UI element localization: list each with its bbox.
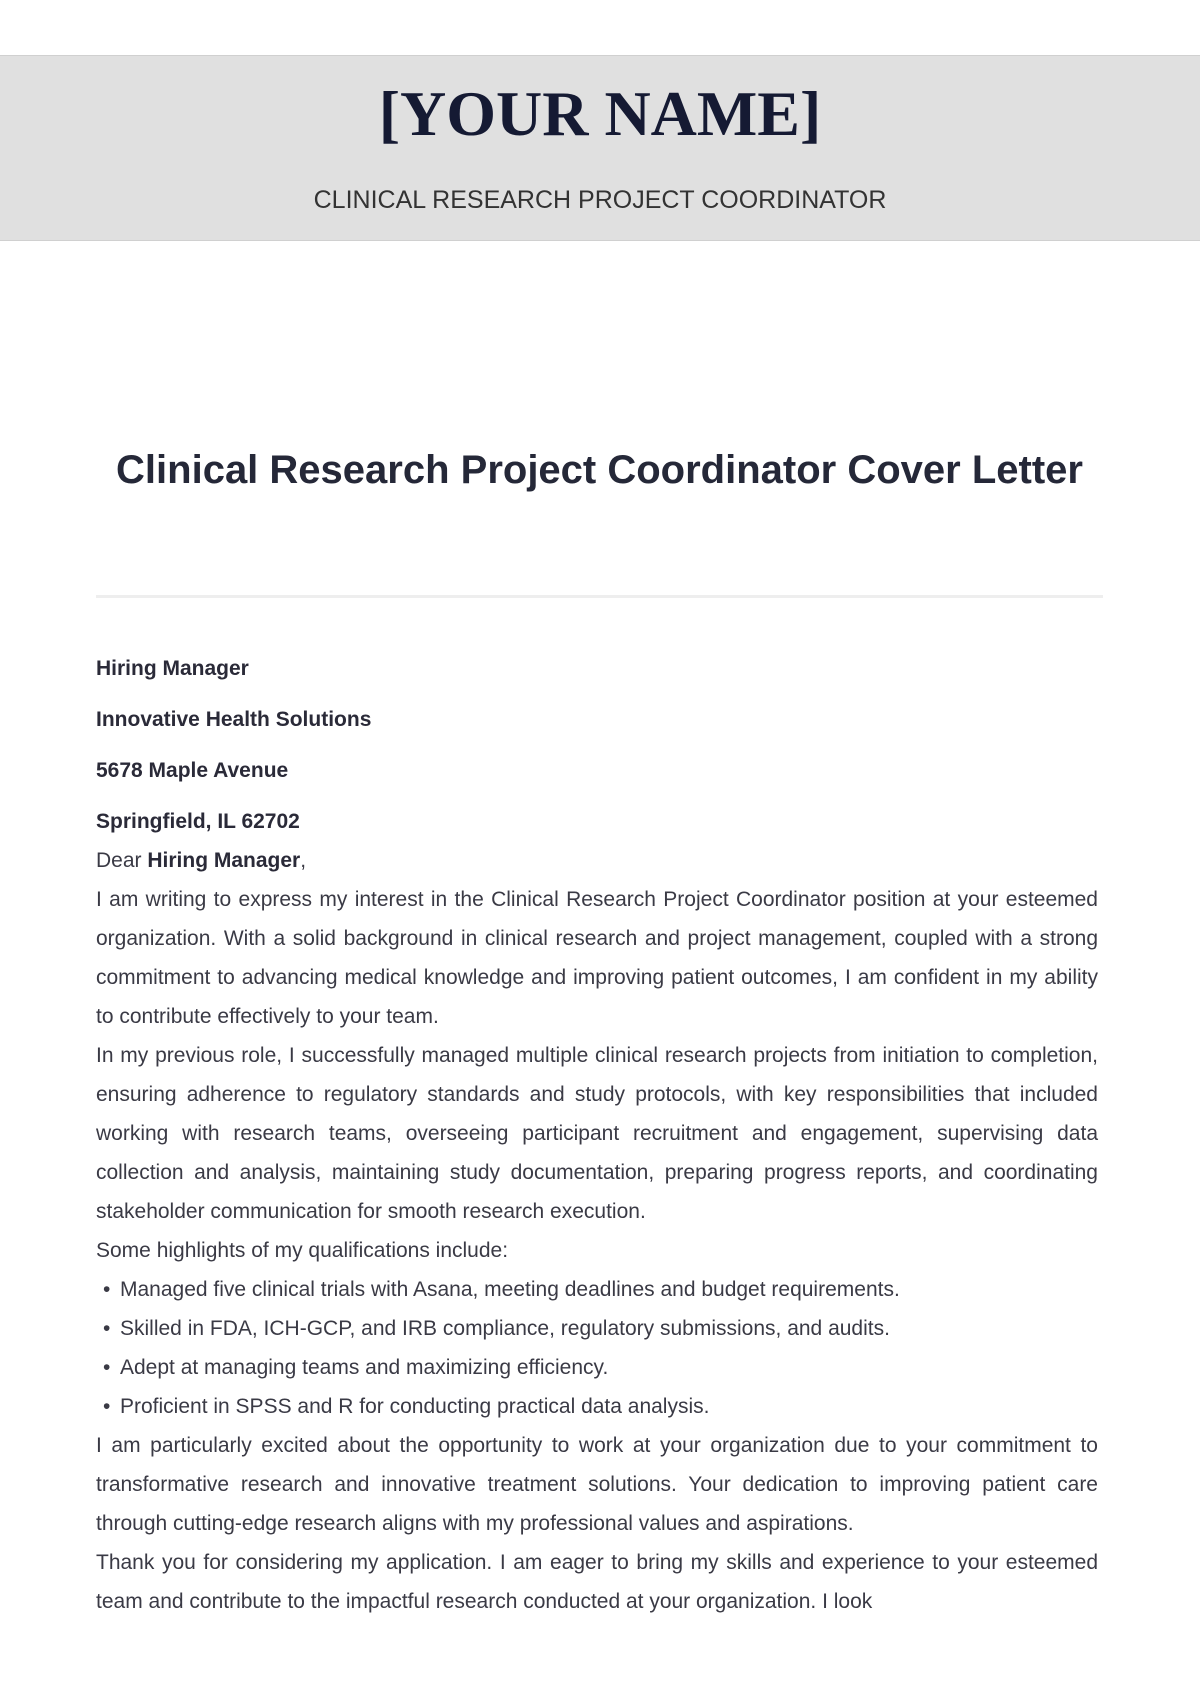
greeting-name: Hiring Manager	[147, 849, 301, 872]
highlight-item	[96, 1348, 1098, 1387]
highlight-item	[96, 1270, 1098, 1309]
recipient-name: Hiring Manager	[96, 657, 249, 680]
paragraph-experience: In my previous role, I successfully managed multiple clinical research projects from initiation to completion, ensuring adherence to regulatory standards and study protocols, with key responsibilities that included working with research teams, overseeing participant recruitment and engagement, supervising data collection and analysis, maintaining study documentation, preparing progress reports, and coordinating stakeholder communication for smooth research execution.	[96, 1044, 1098, 1223]
bullet-icon: •	[103, 1317, 111, 1340]
greeting-suffix: ,	[300, 849, 307, 872]
bullet-icon: •	[103, 1395, 111, 1418]
recipient-street: 5678 Maple Avenue	[96, 759, 289, 782]
highlights-intro: Some highlights of my qualifications include:	[96, 1239, 509, 1262]
highlight-text: Managed five clinical trials with Asana, meeting deadlines and budget requirements.	[120, 1278, 900, 1301]
paragraph-motivation: I am particularly excited about the opportunity to work at your organization due to your commitment to transformative research and innovative treatment solutions. Your dedication to improving patient care through cutting-edge research aligns with my professional values and aspirations.	[96, 1434, 1098, 1535]
highlight-text: Adept at managing teams and maximizing efficiency.	[120, 1356, 609, 1379]
letter-body	[96, 650, 1098, 1621]
paragraph-intro: I am writing to express my interest in the Clinical Research Project Coordinator position at your esteemed organization. With a solid background in clinical research and project management, coupled with a strong commitment to advancing medical knowledge and improving patient outcomes, I am confident in my ability to contribute effectively to your team.	[96, 888, 1098, 1028]
paragraph-closing: Thank you for considering my application. I am eager to bring my skills and experience to your esteemed team and contribute to the impactful research conducted at your organization. I look	[96, 1551, 1098, 1613]
divider	[96, 595, 1103, 598]
header-band	[0, 55, 1200, 241]
applicant-name: [YOUR NAME]	[378, 78, 822, 149]
highlight-text: Skilled in FDA, ICH-GCP, and IRB compliance, regulatory submissions, and audits.	[120, 1317, 890, 1340]
bullet-icon: •	[103, 1278, 111, 1301]
highlights-list	[96, 1270, 1098, 1426]
recipient-company: Innovative Health Solutions	[96, 708, 372, 731]
bullet-icon: •	[103, 1356, 111, 1379]
greeting	[96, 841, 1098, 880]
applicant-role: CLINICAL RESEARCH PROJECT COORDINATOR	[313, 186, 887, 214]
highlight-text: Proficient in SPSS and R for conducting practical data analysis.	[120, 1395, 710, 1418]
highlight-item	[96, 1309, 1098, 1348]
recipient-city: Springfield, IL 62702	[96, 810, 300, 833]
document-title: Clinical Research Project Coordinator Cover Letter	[116, 448, 1083, 492]
highlight-item	[96, 1387, 1098, 1426]
greeting-prefix: Dear	[96, 849, 148, 872]
